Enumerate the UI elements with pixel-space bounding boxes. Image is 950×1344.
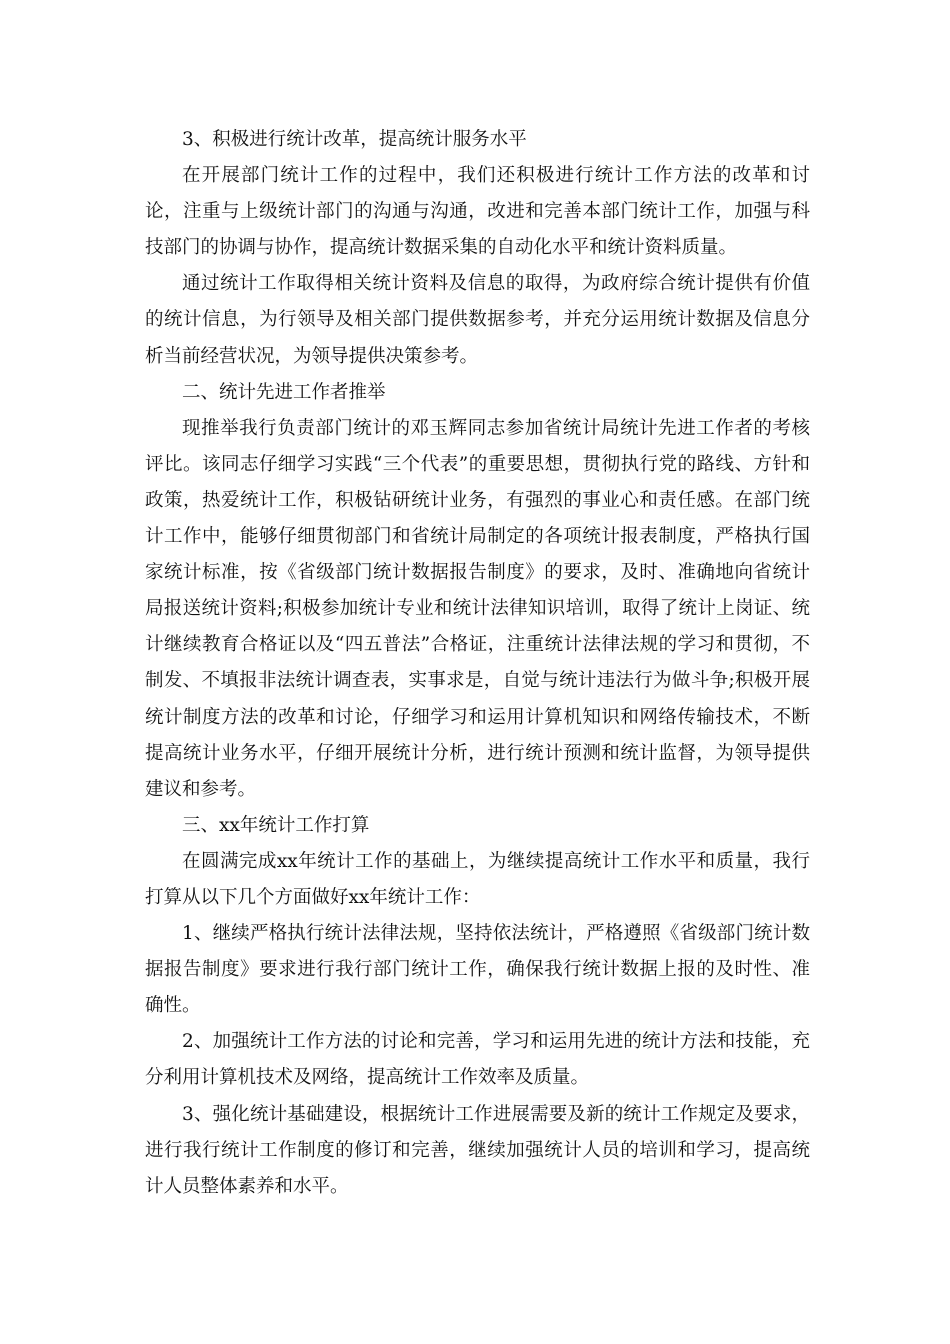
section-heading-plan: 三、xx年统计工作打算 bbox=[182, 814, 370, 836]
section-heading-recommendation: 二、统计先进工作者推举 bbox=[182, 381, 386, 403]
body-paragraph: 在开展部门统计工作的过程中，我们还积极进行统计工作方法的改革和讨论，注重与上级统计部门的沟通与沟通，改进和完善本部门统计工作，加强与科技部门的协调与协作，提高统计数据采集的自动化水平和统计资料质量。 bbox=[145, 165, 810, 259]
document-body bbox=[145, 122, 810, 1205]
body-paragraph: 现推举我行负责部门统计的邓玉辉同志参加省统计局统计先进工作者的考核评比。该同志仔细学习实践“三个代表”的重要思想，贯彻执行党的路线、方针和政策，热爱统计工作，积极钻研统计业务，有强烈的事业心和责任感。在部门统计工作中，能够仔细贯彻部门和省统计局制定的各项统计报表制度，严格执行国家统计标准，按《省级部门统计数据报告制度》的要求，及时、准确地向省统计局报送统计资料;积极参加统计专业和统计法律知识培训，取得了统计上岗证、统计继续教育合格证以及“四五普法”合格证，注重统计法律法规的学习和贯彻，不制发、不填报非法统计调查表，实事求是，自觉与统计违法行为做斗争;积极开展统计制度方法的改革和讨论，仔细学习和运用计算机知识和网络传输技术，不断提高统计业务水平，仔细开展统计分析，进行统计预测和统计监督，为领导提供建议和参考。 bbox=[145, 417, 810, 800]
body-paragraph: 在圆满完成xx年统计工作的基础上，为继续提高统计工作水平和质量，我行打算从以下几个方面做好xx年统计工作： bbox=[145, 850, 810, 908]
body-paragraph: 通过统计工作取得相关统计资料及信息的取得，为政府综合统计提供有价值的统计信息，为行领导及相关部门提供数据参考，并充分运用统计数据及信息分析当前经营状况，为领导提供决策参考。 bbox=[145, 273, 810, 367]
section-heading-reform: 3、积极进行统计改革，提高统计服务水平 bbox=[182, 129, 527, 150]
plan-item: 1、继续严格执行统计法律法规，坚持依法统计，严格遵照《省级部门统计数据报告制度》要求进行我行部门统计工作，确保我行统计数据上报的及时性、准确性。 bbox=[145, 923, 810, 1017]
plan-item: 3、强化统计基础建设，根据统计工作进展需要及新的统计工作规定及要求，进行我行统计工作制度的修订和完善，继续加强统计人员的培训和学习，提高统计人员整体素养和水平。 bbox=[145, 1103, 810, 1197]
plan-item: 2、加强统计工作方法的讨论和完善，学习和运用先进的统计方法和技能，充分利用计算机技术及网络，提高统计工作效率及质量。 bbox=[145, 1031, 810, 1089]
